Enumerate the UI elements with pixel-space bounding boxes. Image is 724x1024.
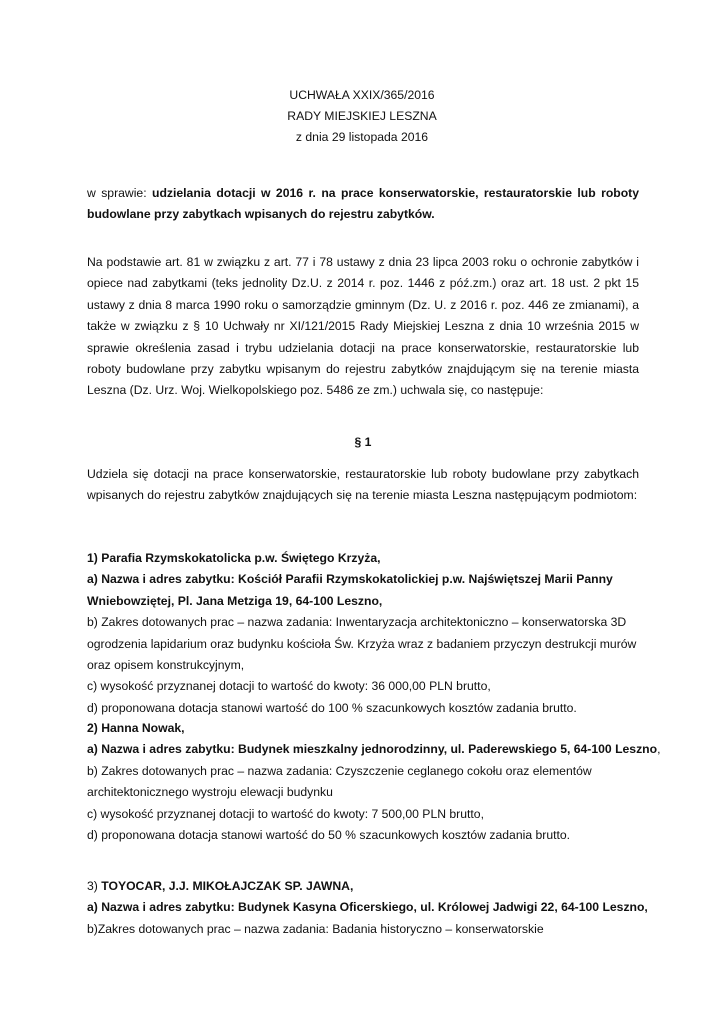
entry-1-monument: a) Nazwa i adres zabytku: Kościół Parafii Rzymskokatolickiej p.w. Najświętszej Marii Panny — [87, 572, 613, 587]
entry-2-scope: b) Zakres dotowanych prac – nazwa zadania: Czyszczenie ceglanego cokołu oraz elementów — [87, 763, 592, 778]
entry-1-amount: c) wysokość przyznanej dotacji to wartość do kwoty: 36 000,00 PLN brutto, — [87, 679, 491, 694]
entry-3 — [87, 876, 648, 940]
entry-1-scope-cont: oraz opisem konstrukcyjnym, — [87, 658, 245, 673]
resolution-heading — [0, 85, 724, 148]
subject-prefix: w sprawie: — [87, 186, 153, 200]
entry-1-share: d) proponowana dotacja stanowi wartość do 100 % szacunkowych kosztów zadania brutto. — [87, 700, 577, 715]
entry-2-monument: a) Nazwa i adres zabytku: Budynek mieszkalny jednorodzinny, ul. Paderewskiego 5, 64-100 Leszno, — [87, 742, 661, 757]
entry-1 — [87, 548, 639, 719]
entry-3-scope: b)Zakres dotowanych prac – nazwa zadania: Badania historyczno – konserwatorskie — [87, 921, 544, 936]
entry-3-monument: a) Nazwa i adres zabytku: Budynek Kasyna Oficerskiego, ul. Królowej Jadwigi 22, 64-100 Leszno, — [87, 900, 648, 915]
entry-2-amount: c) wysokość przyznanej dotacji to wartość do kwoty: 7 500,00 PLN brutto, — [87, 806, 484, 821]
entry-2-share: d) proponowana dotacja stanowi wartość do 50 % szacunkowych kosztów zadania brutto. — [87, 828, 571, 843]
entry-1-scope-cont: ogrodzenia lapidarium oraz budynku kościoła Św. Krzyża wraz z badaniem przyczyn destrukcji murów — [87, 636, 637, 651]
subject-paragraph — [87, 183, 639, 226]
entry-3-name: 3) TOYOCAR, J.J. MIKOŁAJCZAK SP. JAWNA, — [87, 879, 354, 893]
entry-1-name: 1) Parafia Rzymskokatolicka p.w. Świętego Krzyża, — [87, 551, 381, 565]
entry-1-monument-cont: Wniebowziętej, Pl. Jana Metziga 19, 64-100 Leszno, — [87, 593, 383, 608]
council-name: RADY MIEJSKIEJ LESZNA — [287, 109, 437, 123]
resolution-number: UCHWAŁA XXIX/365/2016 — [289, 88, 435, 102]
entry-2-name: 2) Hanna Nowak, — [87, 721, 185, 735]
legal-basis-paragraph: Na podstawie art. 81 w związku z art. 77 i 78 ustawy z dnia 23 lipca 2003 roku o ochronie zabytków i opiece nad zabytkami (teks jednolity Dz.U. z 2014 r. poz. 1446 z póź.zm.) oraz art. 18 ust. 2 pkt 15 ustawy z dnia 8 marca 1990 roku o samorządzie gminnym (Dz. U. z 2016 r. poz. 446 ze zmianami), a także w związku z § 10 Uchwały nr XI/121/2015 Rady Miejskiej Leszna z dnia 10 września 2015 w sprawie określenia zasad i trybu udzielania dotacji na prace konserwatorskie, restauratorskie lub roboty budowlane przy zabytku wpisanym do rejestru zabytków znajdującym się na terenie miasta Leszna (Dz. Urz. Woj. Wielkopolskiego poz. 5486 ze zm.) uchwala się, co następuje: — [87, 255, 639, 398]
entry-1-scope: b) Zakres dotowanych prac – nazwa zadania: Inwentaryzacja architektoniczno – konserwatorska 3D — [87, 615, 627, 630]
entry-2 — [87, 718, 661, 846]
section-1-intro: Udziela się dotacji na prace konserwatorskie, restauratorskie lub roboty budowlane przy zabytkach wpisanych do rejestru zabytków znajdujących się na terenie miasta Leszna następującym podmiotom: — [87, 467, 639, 503]
subject-text: udzielania dotacji w 2016 r. na prace konserwatorskie, restauratorskie lub roboty budowlane przy zabytkach wpisanych do rejestru zabytków. — [87, 186, 639, 222]
resolution-date: z dnia 29 listopada 2016 — [295, 130, 429, 144]
entry-2-scope-cont: architektonicznego wystroju elewacji budynku — [87, 785, 333, 800]
section-1-title: § 1 — [354, 435, 372, 449]
